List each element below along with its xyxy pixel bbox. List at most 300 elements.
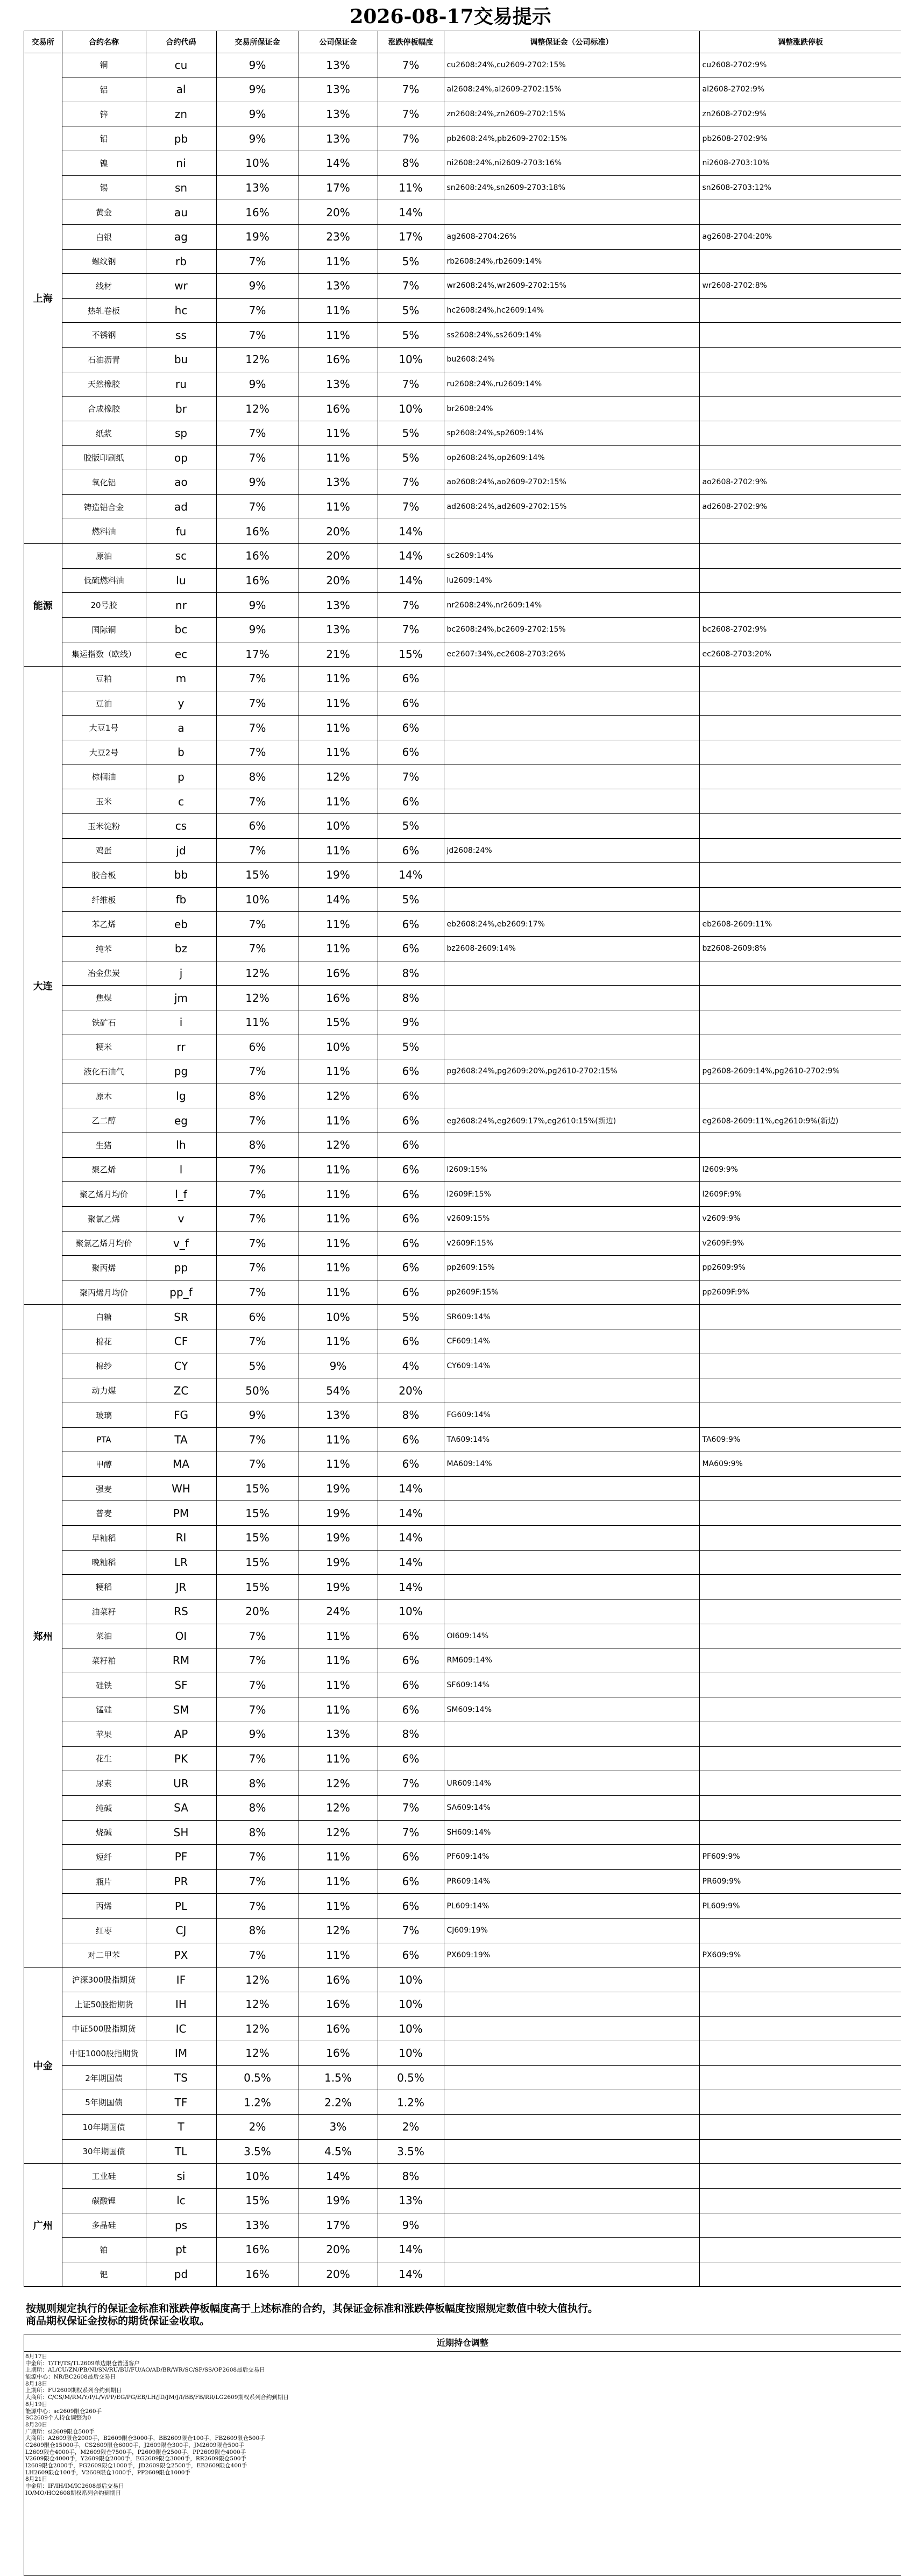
contract-name-cell: 铅 bbox=[62, 126, 146, 151]
recent-line: 中金所：IF/IH/IM/IC2608最后交易日 bbox=[25, 2483, 124, 2490]
limit-range-cell: 0.5% bbox=[378, 2065, 444, 2090]
company-margin-cell: 2.2% bbox=[299, 2090, 378, 2115]
contract-code-cell: jd bbox=[146, 838, 216, 863]
exchange-margin-cell: 8% bbox=[216, 1133, 299, 1158]
company-margin-cell: 13% bbox=[299, 593, 378, 618]
exchange-margin-cell: 16% bbox=[216, 2238, 299, 2262]
limit-range-cell: 10% bbox=[378, 2016, 444, 2041]
contract-name-cell: 红枣 bbox=[62, 1919, 146, 1943]
exchange-margin-cell: 9% bbox=[216, 126, 299, 151]
adjusted-limit-cell: PL609:9% bbox=[699, 1894, 901, 1919]
adjusted-margin-cell: nr2608:24%,nr2609:14% bbox=[444, 593, 699, 618]
company-margin-cell: 11% bbox=[299, 912, 378, 937]
table-row bbox=[24, 617, 901, 642]
adjusted-limit-cell bbox=[699, 1550, 901, 1575]
recent-lines bbox=[24, 2352, 901, 2496]
company-margin-cell: 11% bbox=[299, 1869, 378, 1894]
limit-range-cell: 6% bbox=[378, 1133, 444, 1158]
limit-range-cell: 5% bbox=[378, 249, 444, 274]
company-margin-cell: 13% bbox=[299, 1722, 378, 1747]
adjusted-margin-cell bbox=[444, 2016, 699, 2041]
contract-code-cell: PK bbox=[146, 1746, 216, 1771]
contract-code-cell: lh bbox=[146, 1133, 216, 1158]
contract-code-cell: SM bbox=[146, 1697, 216, 1722]
company-margin-cell: 12% bbox=[299, 1795, 378, 1820]
adjusted-limit-cell bbox=[699, 2090, 901, 2115]
contract-code-cell: al bbox=[146, 77, 216, 102]
contract-name-cell: 菜籽粕 bbox=[62, 1648, 146, 1673]
table-row bbox=[24, 1771, 901, 1796]
contract-code-cell: pb bbox=[146, 126, 216, 151]
limit-range-cell: 14% bbox=[378, 519, 444, 544]
contract-name-cell: 冶金焦炭 bbox=[62, 961, 146, 986]
limit-range-cell: 8% bbox=[378, 2164, 444, 2189]
limit-range-cell: 7% bbox=[378, 53, 444, 77]
contract-code-cell: ad bbox=[146, 494, 216, 519]
adjusted-limit-cell bbox=[699, 716, 901, 740]
contract-name-cell: 集运指数（欧线） bbox=[62, 642, 146, 667]
contract-name-cell: 锰硅 bbox=[62, 1697, 146, 1722]
limit-range-cell: 7% bbox=[378, 77, 444, 102]
limit-range-cell: 6% bbox=[378, 1157, 444, 1182]
limit-range-cell: 5% bbox=[378, 1305, 444, 1329]
table-row bbox=[24, 986, 901, 1010]
limit-range-cell: 20% bbox=[378, 1378, 444, 1403]
adjusted-limit-cell bbox=[699, 1648, 901, 1673]
exchange-margin-cell: 3.5% bbox=[216, 2139, 299, 2164]
contract-name-cell: 纯苯 bbox=[62, 937, 146, 961]
limit-range-cell: 3.5% bbox=[378, 2139, 444, 2164]
adjusted-limit-cell bbox=[699, 2139, 901, 2164]
table-row bbox=[24, 863, 901, 888]
company-margin-cell: 21% bbox=[299, 642, 378, 667]
contract-code-cell: pd bbox=[146, 2262, 216, 2287]
adjusted-limit-cell bbox=[699, 813, 901, 838]
contract-name-cell: 氧化铝 bbox=[62, 470, 146, 495]
contract-code-cell: ag bbox=[146, 224, 216, 249]
exchange-margin-cell: 7% bbox=[216, 1624, 299, 1648]
adjusted-limit-cell: MA609:9% bbox=[699, 1452, 901, 1477]
adjusted-margin-cell: eb2608:24%,eb2609:17% bbox=[444, 912, 699, 937]
adjusted-margin-cell: SF609:14% bbox=[444, 1673, 699, 1697]
contract-code-cell: ec bbox=[146, 642, 216, 667]
adjusted-limit-cell bbox=[699, 2016, 901, 2041]
contract-name-cell: 普麦 bbox=[62, 1501, 146, 1526]
exchange-margin-cell: 7% bbox=[216, 1943, 299, 1968]
contract-code-cell: PL bbox=[146, 1894, 216, 1919]
contract-name-cell: 大豆1号 bbox=[62, 716, 146, 740]
company-margin-cell: 11% bbox=[299, 1943, 378, 1968]
contract-code-cell: TA bbox=[146, 1427, 216, 1452]
adjusted-limit-cell: ao2608-2702:9% bbox=[699, 470, 901, 495]
table-row bbox=[24, 1550, 901, 1575]
adjusted-limit-cell: v2609F:9% bbox=[699, 1231, 901, 1256]
contract-name-cell: 上证50股指期货 bbox=[62, 1992, 146, 2016]
exchange-margin-cell: 7% bbox=[216, 1746, 299, 1771]
exchange-margin-cell: 8% bbox=[216, 1820, 299, 1845]
table-row bbox=[24, 1599, 901, 1624]
adjusted-margin-cell bbox=[444, 1722, 699, 1747]
exchange-margin-cell: 9% bbox=[216, 593, 299, 618]
exchange-margin-cell: 13% bbox=[216, 2213, 299, 2238]
contract-code-cell: SH bbox=[146, 1820, 216, 1845]
table-row bbox=[24, 1845, 901, 1870]
exchange-margin-cell: 15% bbox=[216, 1550, 299, 1575]
table-row bbox=[24, 2041, 901, 2066]
contract-name-cell: 早籼稻 bbox=[62, 1526, 146, 1551]
company-margin-cell: 11% bbox=[299, 494, 378, 519]
table-row bbox=[24, 568, 901, 593]
adjusted-limit-cell bbox=[699, 593, 901, 618]
contract-name-cell: PTA bbox=[62, 1427, 146, 1452]
company-margin-cell: 16% bbox=[299, 961, 378, 986]
company-margin-cell: 12% bbox=[299, 1820, 378, 1845]
adjusted-limit-cell bbox=[699, 323, 901, 348]
limit-range-cell: 14% bbox=[378, 1550, 444, 1575]
table-row bbox=[24, 716, 901, 740]
limit-range-cell: 13% bbox=[378, 2188, 444, 2213]
limit-range-cell: 14% bbox=[378, 544, 444, 569]
table-row bbox=[24, 1746, 901, 1771]
contract-name-cell: 焦煤 bbox=[62, 986, 146, 1010]
adjusted-limit-cell: eb2608-2609:11% bbox=[699, 912, 901, 937]
table-row bbox=[24, 200, 901, 225]
adjusted-limit-cell bbox=[699, 2262, 901, 2287]
contract-code-cell: RS bbox=[146, 1599, 216, 1624]
contract-code-cell: v_f bbox=[146, 1231, 216, 1256]
exchange-margin-cell: 16% bbox=[216, 568, 299, 593]
adjusted-margin-cell: SH609:14% bbox=[444, 1820, 699, 1845]
contract-name-cell: 液化石油气 bbox=[62, 1059, 146, 1084]
adjusted-margin-cell: SM609:14% bbox=[444, 1697, 699, 1722]
company-margin-cell: 11% bbox=[299, 1256, 378, 1280]
company-margin-cell: 20% bbox=[299, 544, 378, 569]
adjusted-margin-cell bbox=[444, 2115, 699, 2140]
exchange-cell: 中金 bbox=[24, 1968, 62, 2164]
adjusted-margin-cell bbox=[444, 667, 699, 691]
company-margin-cell: 19% bbox=[299, 1550, 378, 1575]
contract-name-cell: 纯碱 bbox=[62, 1795, 146, 1820]
adjusted-limit-cell: PF609:9% bbox=[699, 1845, 901, 1870]
contract-name-cell: 胶版印刷纸 bbox=[62, 445, 146, 470]
contract-name-cell: 工业硅 bbox=[62, 2164, 146, 2189]
adjusted-limit-cell bbox=[699, 1084, 901, 1108]
table-row bbox=[24, 421, 901, 445]
adjusted-limit-cell: bc2608-2702:9% bbox=[699, 617, 901, 642]
contract-code-cell: l_f bbox=[146, 1182, 216, 1207]
table-row bbox=[24, 1624, 901, 1648]
contract-code-cell: b bbox=[146, 740, 216, 765]
limit-range-cell: 6% bbox=[378, 789, 444, 814]
exchange-margin-cell: 10% bbox=[216, 151, 299, 176]
contract-name-cell: 菜油 bbox=[62, 1624, 146, 1648]
adjusted-margin-cell bbox=[444, 2188, 699, 2213]
contract-name-cell: 5年期国债 bbox=[62, 2090, 146, 2115]
exchange-margin-cell: 9% bbox=[216, 77, 299, 102]
contract-name-cell: 粳稻 bbox=[62, 1575, 146, 1600]
contract-name-cell: 聚丙烯月均价 bbox=[62, 1280, 146, 1305]
contract-name-cell: 中证500股指期货 bbox=[62, 2016, 146, 2041]
table-row bbox=[24, 937, 901, 961]
adjusted-limit-cell bbox=[699, 1035, 901, 1059]
exchange-margin-cell: 7% bbox=[216, 789, 299, 814]
exchange-margin-cell: 9% bbox=[216, 53, 299, 77]
adjusted-limit-cell bbox=[699, 887, 901, 912]
contract-code-cell: a bbox=[146, 716, 216, 740]
limit-range-cell: 14% bbox=[378, 1575, 444, 1600]
header-exchange: 交易所 bbox=[24, 31, 62, 53]
table-row bbox=[24, 544, 901, 569]
contract-name-cell: 豆粕 bbox=[62, 667, 146, 691]
adjusted-margin-cell: v2609F:15% bbox=[444, 1231, 699, 1256]
contract-code-cell: si bbox=[146, 2164, 216, 2189]
limit-range-cell: 17% bbox=[378, 224, 444, 249]
contract-code-cell: lg bbox=[146, 1084, 216, 1108]
exchange-margin-cell: 10% bbox=[216, 2164, 299, 2189]
exchange-margin-cell: 15% bbox=[216, 1575, 299, 1600]
adjusted-limit-cell bbox=[699, 568, 901, 593]
limit-range-cell: 5% bbox=[378, 813, 444, 838]
adjusted-limit-cell bbox=[699, 1722, 901, 1747]
contract-code-cell: au bbox=[146, 200, 216, 225]
contract-code-cell: pg bbox=[146, 1059, 216, 1084]
contract-code-cell: eb bbox=[146, 912, 216, 937]
table-row bbox=[24, 1084, 901, 1108]
adjusted-margin-cell bbox=[444, 1746, 699, 1771]
company-margin-cell: 11% bbox=[299, 838, 378, 863]
exchange-margin-cell: 11% bbox=[216, 1010, 299, 1035]
adjusted-margin-cell bbox=[444, 200, 699, 225]
adjusted-limit-cell bbox=[699, 1697, 901, 1722]
adjusted-margin-cell bbox=[444, 2164, 699, 2189]
contract-code-cell: rr bbox=[146, 1035, 216, 1059]
adjusted-margin-cell bbox=[444, 2139, 699, 2164]
adjusted-limit-cell bbox=[699, 1329, 901, 1354]
company-margin-cell: 11% bbox=[299, 249, 378, 274]
adjusted-limit-cell bbox=[699, 1968, 901, 1992]
contract-code-cell: RM bbox=[146, 1648, 216, 1673]
contract-name-cell: 丙烯 bbox=[62, 1894, 146, 1919]
contract-name-cell: 铝 bbox=[62, 77, 146, 102]
adjusted-limit-cell bbox=[699, 1354, 901, 1378]
exchange-margin-cell: 7% bbox=[216, 1869, 299, 1894]
adjusted-limit-cell bbox=[699, 200, 901, 225]
adjusted-limit-cell bbox=[699, 544, 901, 569]
exchange-margin-cell: 7% bbox=[216, 445, 299, 470]
limit-range-cell: 7% bbox=[378, 1795, 444, 1820]
company-margin-cell: 12% bbox=[299, 1133, 378, 1158]
contract-name-cell: 天然橡胶 bbox=[62, 372, 146, 397]
company-margin-cell: 4.5% bbox=[299, 2139, 378, 2164]
contract-name-cell: 不锈钢 bbox=[62, 323, 146, 348]
header-adjusted-limit: 调整涨跌停板 bbox=[699, 31, 901, 53]
recent-line: L2609限仓4000手，M2609限仓7500手，P2609限仓2500手，PP2609限仓4000手 bbox=[25, 2448, 246, 2455]
limit-range-cell: 14% bbox=[378, 1526, 444, 1551]
limit-range-cell: 6% bbox=[378, 1329, 444, 1354]
company-margin-cell: 11% bbox=[299, 716, 378, 740]
adjusted-limit-cell bbox=[699, 986, 901, 1010]
adjusted-limit-cell bbox=[699, 2115, 901, 2140]
limit-range-cell: 7% bbox=[378, 765, 444, 789]
recent-line: 能源中心：sc2609限仓260手 bbox=[25, 2408, 102, 2415]
contract-name-cell: 聚氯乙烯 bbox=[62, 1206, 146, 1231]
table-body bbox=[24, 53, 901, 2287]
exchange-margin-cell: 12% bbox=[216, 397, 299, 421]
adjusted-margin-cell bbox=[444, 691, 699, 716]
limit-range-cell: 7% bbox=[378, 1820, 444, 1845]
limit-range-cell: 6% bbox=[378, 1256, 444, 1280]
exchange-margin-cell: 10% bbox=[216, 887, 299, 912]
company-margin-cell: 1.5% bbox=[299, 2065, 378, 2090]
company-margin-cell: 16% bbox=[299, 1968, 378, 1992]
contract-name-cell: 黄金 bbox=[62, 200, 146, 225]
limit-range-cell: 8% bbox=[378, 961, 444, 986]
exchange-margin-cell: 15% bbox=[216, 1476, 299, 1501]
contract-name-cell: 沪深300股指期货 bbox=[62, 1968, 146, 1992]
exchange-margin-cell: 7% bbox=[216, 1845, 299, 1870]
adjusted-limit-cell: pp2609F:9% bbox=[699, 1280, 901, 1305]
adjusted-margin-cell: wr2608:24%,wr2609-2702:15% bbox=[444, 274, 699, 299]
limit-range-cell: 5% bbox=[378, 445, 444, 470]
adjusted-margin-cell: RM609:14% bbox=[444, 1648, 699, 1673]
limit-range-cell: 6% bbox=[378, 1427, 444, 1452]
exchange-margin-cell: 8% bbox=[216, 765, 299, 789]
contract-name-cell: 短纤 bbox=[62, 1845, 146, 1870]
contract-code-cell: SR bbox=[146, 1305, 216, 1329]
contract-name-cell: 碳酸锂 bbox=[62, 2188, 146, 2213]
contract-name-cell: 聚氯乙烯月均价 bbox=[62, 1231, 146, 1256]
table-row bbox=[24, 593, 901, 618]
exchange-margin-cell: 1.2% bbox=[216, 2090, 299, 2115]
contract-code-cell: m bbox=[146, 667, 216, 691]
company-margin-cell: 11% bbox=[299, 1059, 378, 1084]
contract-code-cell: p bbox=[146, 765, 216, 789]
adjusted-limit-cell: ag2608-2704:20% bbox=[699, 224, 901, 249]
contract-code-cell: hc bbox=[146, 298, 216, 323]
exchange-margin-cell: 12% bbox=[216, 2016, 299, 2041]
limit-range-cell: 6% bbox=[378, 1869, 444, 1894]
table-row bbox=[24, 1648, 901, 1673]
table-row bbox=[24, 1378, 901, 1403]
company-margin-cell: 11% bbox=[299, 421, 378, 445]
exchange-margin-cell: 7% bbox=[216, 1157, 299, 1182]
contract-name-cell: 低硫燃料油 bbox=[62, 568, 146, 593]
company-margin-cell: 12% bbox=[299, 1771, 378, 1796]
exchange-margin-cell: 9% bbox=[216, 372, 299, 397]
exchange-margin-cell: 9% bbox=[216, 102, 299, 126]
contract-code-cell: jm bbox=[146, 986, 216, 1010]
contract-name-cell: 热轧卷板 bbox=[62, 298, 146, 323]
contract-name-cell: 线材 bbox=[62, 274, 146, 299]
exchange-margin-cell: 6% bbox=[216, 1035, 299, 1059]
contract-name-cell: 钯 bbox=[62, 2262, 146, 2287]
contract-name-cell: 聚乙烯月均价 bbox=[62, 1182, 146, 1207]
adjusted-limit-cell: bz2608-2609:8% bbox=[699, 937, 901, 961]
limit-range-cell: 4% bbox=[378, 1354, 444, 1378]
table-row bbox=[24, 1476, 901, 1501]
limit-range-cell: 7% bbox=[378, 126, 444, 151]
company-margin-cell: 13% bbox=[299, 470, 378, 495]
recent-position-adjustments bbox=[24, 2334, 901, 2576]
exchange-cell: 上海 bbox=[24, 53, 62, 544]
limit-range-cell: 11% bbox=[378, 175, 444, 200]
adjusted-limit-cell bbox=[699, 740, 901, 765]
table-row bbox=[24, 2213, 901, 2238]
adjusted-margin-cell: TA609:14% bbox=[444, 1427, 699, 1452]
recent-line: 上期所：AL/CU/ZN/PB/NI/SN/RU/BU/FU/AO/AD/BR/WR/SC/SP/SS/OP2608最后交易日 bbox=[25, 2367, 265, 2374]
contract-code-cell: LR bbox=[146, 1550, 216, 1575]
table-row bbox=[24, 1673, 901, 1697]
company-margin-cell: 20% bbox=[299, 2238, 378, 2262]
limit-range-cell: 9% bbox=[378, 1010, 444, 1035]
exchange-margin-cell: 19% bbox=[216, 224, 299, 249]
contract-name-cell: 锡 bbox=[62, 175, 146, 200]
adjusted-limit-cell bbox=[699, 421, 901, 445]
contract-code-cell: zn bbox=[146, 102, 216, 126]
contract-name-cell: 粳米 bbox=[62, 1035, 146, 1059]
limit-range-cell: 6% bbox=[378, 1280, 444, 1305]
company-margin-cell: 16% bbox=[299, 2016, 378, 2041]
exchange-margin-cell: 15% bbox=[216, 1501, 299, 1526]
adjusted-limit-cell bbox=[699, 1378, 901, 1403]
adjusted-limit-cell: eg2608-2609:11%,eg2610:9%(新边) bbox=[699, 1108, 901, 1133]
table-row bbox=[24, 740, 901, 765]
adjusted-margin-cell bbox=[444, 2262, 699, 2287]
company-margin-cell: 16% bbox=[299, 2041, 378, 2066]
company-margin-cell: 14% bbox=[299, 151, 378, 176]
company-margin-cell: 20% bbox=[299, 2262, 378, 2287]
company-margin-cell: 11% bbox=[299, 1673, 378, 1697]
company-margin-cell: 19% bbox=[299, 1575, 378, 1600]
company-margin-cell: 11% bbox=[299, 1427, 378, 1452]
table-row bbox=[24, 1452, 901, 1477]
table-row bbox=[24, 1795, 901, 1820]
exchange-cell: 郑州 bbox=[24, 1305, 62, 1968]
adjusted-limit-cell bbox=[699, 519, 901, 544]
exchange-margin-cell: 6% bbox=[216, 1305, 299, 1329]
exchange-margin-cell: 6% bbox=[216, 813, 299, 838]
limit-range-cell: 10% bbox=[378, 397, 444, 421]
table-row bbox=[24, 1427, 901, 1452]
exchange-margin-cell: 7% bbox=[216, 323, 299, 348]
limit-range-cell: 6% bbox=[378, 740, 444, 765]
adjusted-margin-cell bbox=[444, 1501, 699, 1526]
contract-name-cell: 20号胶 bbox=[62, 593, 146, 618]
exchange-margin-cell: 8% bbox=[216, 1771, 299, 1796]
company-margin-cell: 11% bbox=[299, 1206, 378, 1231]
table-row bbox=[24, 372, 901, 397]
contract-name-cell: 锌 bbox=[62, 102, 146, 126]
adjusted-margin-cell bbox=[444, 716, 699, 740]
exchange-margin-cell: 8% bbox=[216, 1919, 299, 1943]
limit-range-cell: 8% bbox=[378, 1722, 444, 1747]
adjusted-margin-cell: op2608:24%,op2609:14% bbox=[444, 445, 699, 470]
adjusted-limit-cell: wr2608-2702:8% bbox=[699, 274, 901, 299]
limit-range-cell: 14% bbox=[378, 1501, 444, 1526]
exchange-margin-cell: 13% bbox=[216, 175, 299, 200]
table-row bbox=[24, 274, 901, 299]
contract-code-cell: IH bbox=[146, 1992, 216, 2016]
company-margin-cell: 13% bbox=[299, 1403, 378, 1427]
adjusted-limit-cell bbox=[699, 1133, 901, 1158]
exchange-margin-cell: 7% bbox=[216, 421, 299, 445]
adjusted-margin-cell: sc2609:14% bbox=[444, 544, 699, 569]
contract-name-cell: 聚丙烯 bbox=[62, 1256, 146, 1280]
adjusted-limit-cell: pp2609:9% bbox=[699, 1256, 901, 1280]
exchange-margin-cell: 8% bbox=[216, 1795, 299, 1820]
contract-name-cell: 螺纹钢 bbox=[62, 249, 146, 274]
table-row bbox=[24, 2262, 901, 2287]
